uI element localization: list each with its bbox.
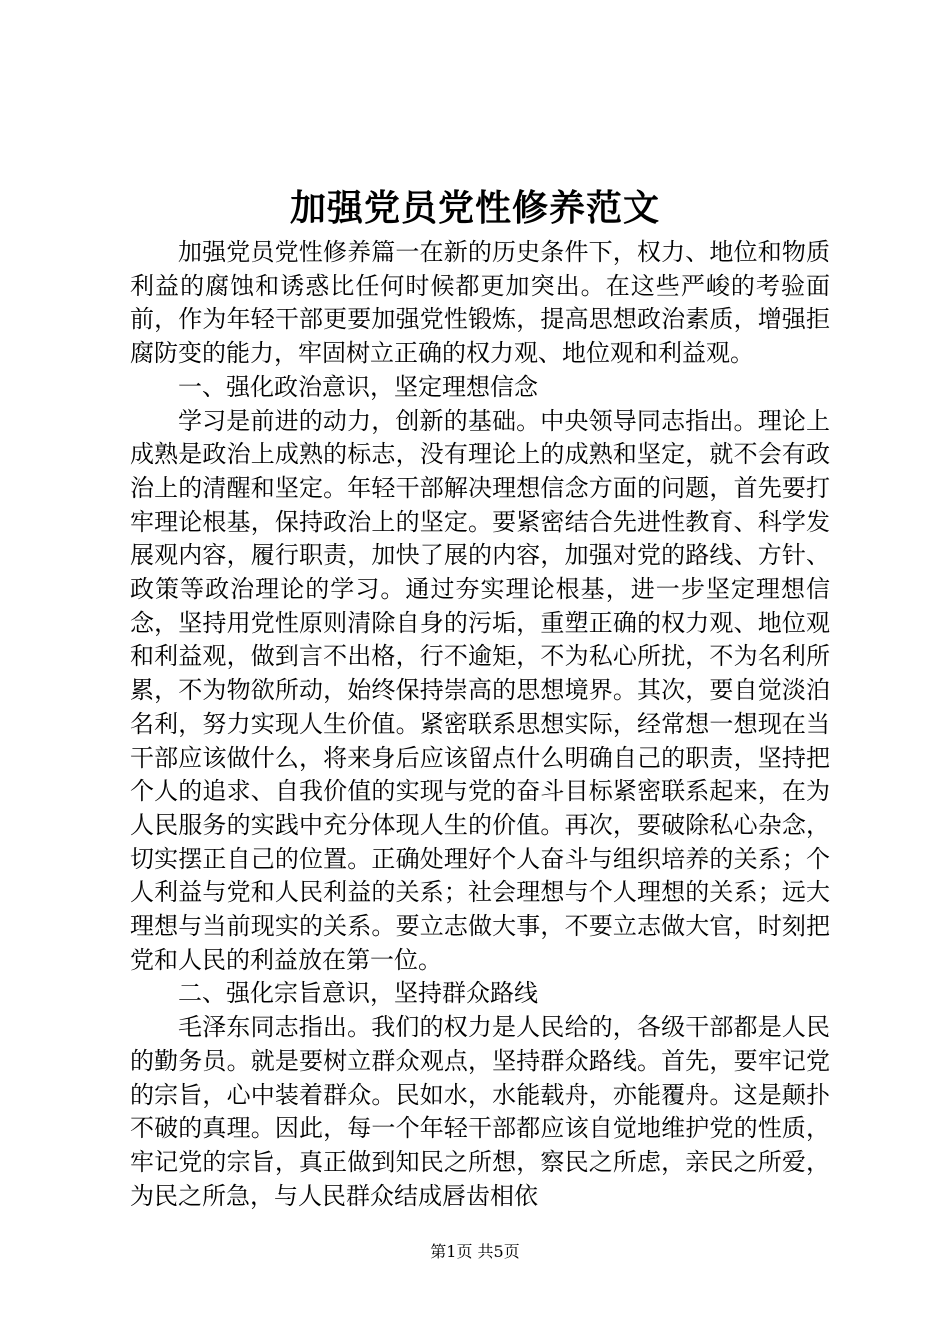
paragraph-intro: 加强党员党性修养篇一在新的历史条件下，权力、地位和物质利益的腐蚀和诱惑比任何时候都更加突出。在这些严峻的考验面前，作为年轻干部更要加强党性锻炼，提高思想政治素质，增强拒腐防变的能力，牢固树立正确的权力观、地位观和利益观。 [130, 238, 830, 368]
paragraph-section-1: 学习是前进的动力，创新的基础。中央领导同志指出。理论上成熟是政治上成熟的标志，没有理论上的成熟和坚定，就不会有政治上的清醒和坚定。年轻干部解决理想信念方面的问题，首先要打牢理论根基，保持政治上的坚定。要紧密结合先进性教育、科学发展观内容，履行职责，加快了展的内容，加强对党的路线、方针、政策等政治理论的学习。通过夯实理论根基，进一步坚定理想信念，坚持用党性原则清除自身的污垢，重塑正确的权力观、地位观和利益观，做到言不出格，行不逾矩，不为私心所扰，不为名利所累，不为物欲所动，始终保持崇高的思想境界。其次，要自觉淡泊名利，努力实现人生价值。紧密联系思想实际，经常想一想现在当干部应该做什么，将来身后应该留点什么明确自己的职责，坚持把个人的追求、自我价值的实现与党的奋斗目标紧密联系起来，在为人民服务的实践中充分体现人生的价值。再次，要破除私心杂念，切实摆正自己的位置。正确处理好个人奋斗与组织培养的关系；个人利益与党和人民利益的关系；社会理想与个人理想的关系；远大理想与当前现实的关系。要立志做大事，不要立志做大官，时刻把党和人民的利益放在第一位。 [130, 406, 830, 974]
document-body [130, 236, 830, 1213]
document-title: 加强党员党性修养范文 [289, 187, 660, 229]
paragraph-section-2: 毛泽东同志指出。我们的权力是人民给的，各级干部都是人民的勤务员。就是要树立群众观点，坚持群众路线。首先，要牢记党的宗旨，心中装着群众。民如水，水能载舟，亦能覆舟。这是颠扑不破的真理。因此，每一个年轻干部都应该自觉地维护党的性质，牢记党的宗旨，真正做到知民之所想，察民之所虑，亲民之所爱，为民之所急，与人民群众结成唇齿相依 [130, 1013, 830, 1210]
page-number-footer: 第1页 共5页 [430, 1242, 520, 1261]
section-heading-2: 二、强化宗旨意识，坚持群众路线 [178, 979, 538, 1008]
section-heading-1: 一、强化政治意识，坚定理想信念 [178, 372, 538, 401]
